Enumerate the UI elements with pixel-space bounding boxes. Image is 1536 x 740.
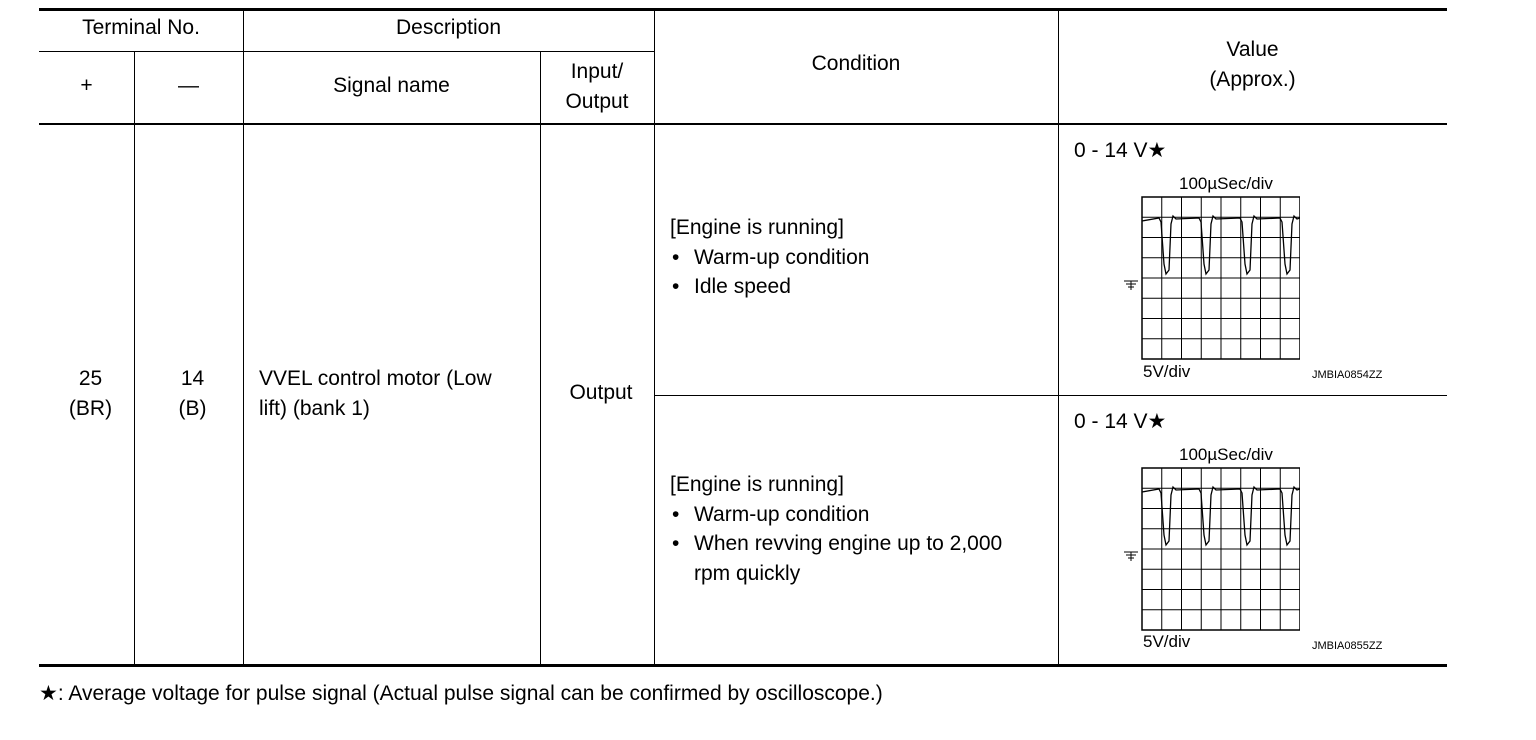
condition-bullet-continuation: rpm quickly	[694, 561, 801, 585]
ground-icon	[1124, 552, 1138, 561]
condition-bullet-item: • Idle speed	[672, 275, 791, 298]
scope-2-volt-div: 5V/div	[1143, 632, 1191, 651]
condition-bullet-item: • Warm-up condition	[672, 245, 870, 269]
scope-1-figure-code: JMBIA0854ZZ	[1312, 369, 1383, 381]
star-icon: ★	[39, 682, 58, 705]
plus-terminal-color: (BR)	[68, 397, 113, 420]
header-divider-rule	[39, 51, 654, 52]
scope-2-time-div: 100µSec/div	[1179, 445, 1273, 464]
column-rule-4	[654, 11, 655, 665]
scope-1-volt-div: 5V/div	[1143, 362, 1191, 381]
header-minus: —	[178, 74, 199, 97]
footnote	[39, 680, 883, 708]
condition-2	[670, 470, 1002, 588]
minus-terminal-number: 14	[180, 367, 205, 390]
plus-terminal-number: 25	[78, 367, 103, 390]
header-bottom-rule	[39, 123, 1447, 125]
condition-state: [Engine is running]	[670, 216, 844, 239]
minus-terminal-color: (B)	[178, 397, 207, 420]
value-2: 0 - 14 V★	[1074, 410, 1167, 433]
header-signal-name: Signal name	[333, 74, 450, 97]
value-1: 0 - 14 V★	[1074, 139, 1167, 162]
row-divider-rule	[654, 395, 1447, 396]
header-input-output: Input/ Output	[565, 60, 629, 113]
header-condition: Condition	[811, 52, 901, 75]
column-rule-3	[540, 52, 541, 665]
signal-name-cell: VVEL control motor (Low lift) (bank 1)	[259, 367, 492, 420]
condition-bullet-item: • When revving engine up to 2,000	[672, 532, 1003, 555]
minus-terminal-cell	[134, 364, 251, 424]
scope-2-figure-code: JMBIA0855ZZ	[1312, 640, 1383, 652]
condition-1	[670, 213, 869, 302]
plus-terminal-cell	[39, 364, 142, 424]
column-rule-5	[1058, 11, 1059, 665]
condition-state: [Engine is running]	[670, 473, 844, 496]
ground-icon	[1124, 281, 1138, 290]
header-plus: +	[80, 74, 93, 97]
header-terminal-no: Terminal No.	[82, 16, 200, 39]
table-bottom-rule	[39, 664, 1447, 667]
footnote-text: : Average voltage for pulse signal (Actual pulse signal can be confirmed by oscilloscope.)	[57, 682, 883, 705]
oscilloscope-waveform-1	[1120, 192, 1300, 372]
header-description: Description	[395, 16, 502, 39]
star-icon: ★	[1147, 139, 1167, 162]
column-rule-2	[243, 11, 244, 665]
header-value: Value (Approx.)	[1209, 38, 1296, 91]
star-icon: ★	[1147, 410, 1167, 433]
scope-1-time-div: 100µSec/div	[1179, 174, 1273, 193]
column-rule-1	[134, 52, 135, 665]
table-top-rule	[39, 8, 1447, 11]
oscilloscope-waveform-2	[1120, 463, 1300, 643]
io-cell: Output	[569, 381, 633, 404]
condition-bullet-item: • Warm-up condition	[672, 502, 870, 526]
